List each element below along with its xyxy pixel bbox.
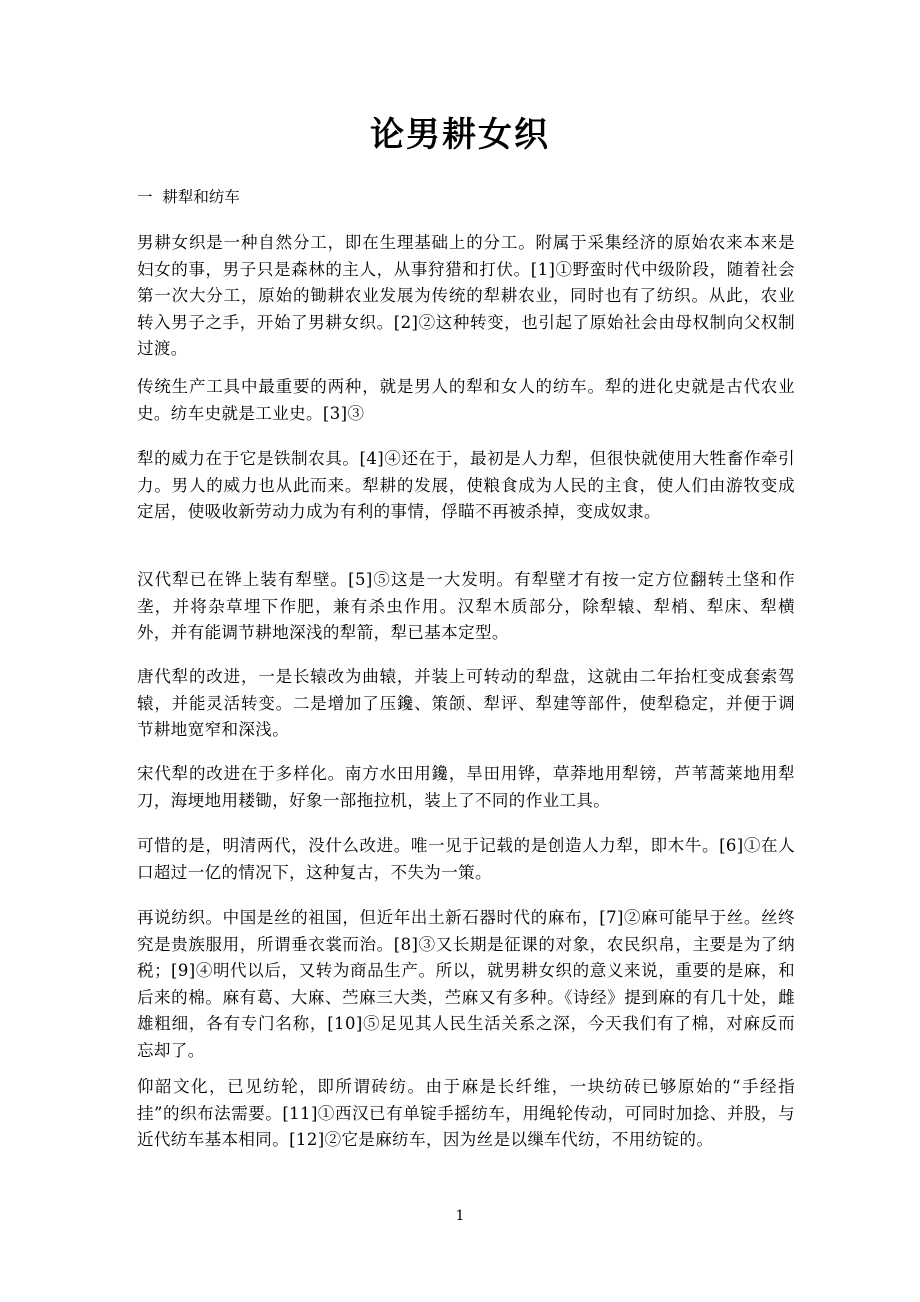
paragraph-3: 犁的威力在于它是铁制农具。[4]④还在于，最初是人力犁，但很快就使用大牲畜作牵引力。男人的威力也从此而来。犁耕的发展，使粮食成为人民的主食，使人们由游牧变成定居，使吸收新劳动力成为有利的事情，俘瞄不再被杀掉，变成奴隶。 [137,449,795,521]
paragraph-6: 宋代犁的改进在于多样化。南方水田用鑱，旱田用铧，草莽地用犁镑，芦苇蒿莱地用犁刀，海埂地用耧锄，好象一部拖拉机，装上了不同的作业工具。 [137,764,795,810]
paragraph-9: 仰韶文化，已见纺轮，即所谓砖纺。由于麻是长纤维，一块纺砖已够原始的“手经指挂”的织布法需要。[11]①西汉已有单锭手摇纺车，用绳轮传动，可同时加捻、并股，与近代纺车基本相同。[12]②它是麻纺车，因为丝是以缫车代纺，不用纺锭的。 [137,1077,795,1149]
page-title: 论男耕女织 [370,115,550,155]
paragraph-2: 传统生产工具中最重要的两种，就是男人的犁和女人的纺车。犁的进化史就是古代农业史。纺车史就是工业史。[3]③ [137,377,795,423]
paragraph-7: 可惜的是，明清两代，没什么改进。唯一见于记载的是创造人力犁，即木牛。[6]①在人口超过一亿的情况下，这种复古，不失为一策。 [137,836,795,882]
paragraph-1: 男耕女织是一种自然分工，即在生理基础上的分工。附属于采集经济的原始农来本来是妇女的事，男子只是森林的主人，从事狩猎和打伏。[1]①野蛮时代中级阶段，随着社会第一次大分工，原始的锄耕农业发展为传统的犁耕农业，同时也有了纺织。从此，农业转入男子之手，开始了男耕女织。[2]②这种转变，也引起了原始社会由母权制向父权制过渡。 [137,233,795,358]
section-heading: 一 耕犁和纺车 [137,188,240,206]
paragraph-4: 汉代犁已在铧上装有犁壁。[5]⑤这是一大发明。有犁壁才有按一定方位翻转土垡和作垄，并将杂草埋下作肥，兼有杀虫作用。汉犁木质部分，除犁辕、犁梢、犁床、犁横外，并有能调节耕地深浅的犁箭，犁已基本定型。 [137,570,795,642]
paragraph-8: 再说纺织。中国是丝的祖国，但近年出土新石器时代的麻布，[7]②麻可能早于丝。丝终究是贵族服用，所谓垂衣裳而治。[8]③又长期是征课的对象，农民织帛，主要是为了纳税；[9]④明代以后，又转为商品生产。所以，就男耕女织的意义来说，重要的是麻，和后来的棉。麻有葛、大麻、苎麻三大类，苎麻又有多种。《诗经》提到麻的有几十处，雌雄粗细，各有专门名称，[10]⑤足见其人民生活关系之深，今天我们有了棉，对麻反而忘却了。 [137,908,795,1060]
paragraph-5: 唐代犁的改进，一是长辕改为曲辕，并装上可转动的犁盘，这就由二年抬杠变成套索驾辕，并能灵活转变。二是增加了压鑱、策颌、犁评、犁建等部件，使犁稳定，并便于调节耕地宽窄和深浅。 [137,667,795,739]
page-number: 1 [455,1208,465,1224]
